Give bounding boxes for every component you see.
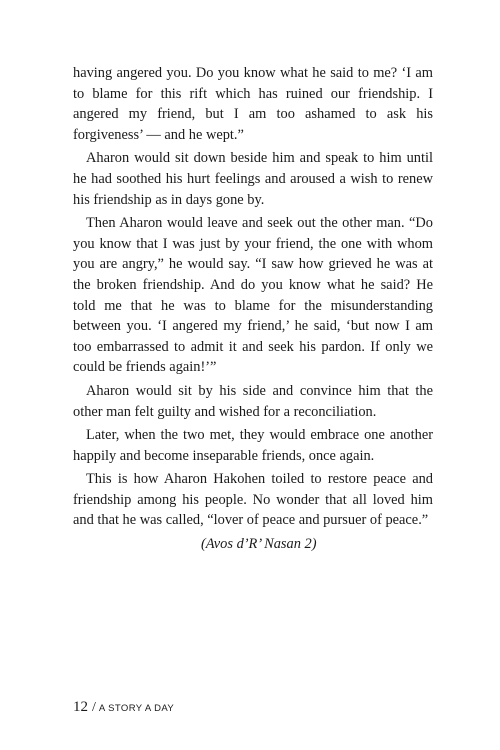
source-citation: (Avos d’R’ Nasan 2) — [201, 536, 317, 553]
paragraph-aharon-sits: Aharon would sit down beside him and speak to him until he had soothed his hurt feelings and aroused a wish to renew his friendship as in days gone by. — [73, 150, 433, 208]
paragraph-convince: Aharon would sit by his side and convince him that the other man felt guilty and wished for a reconciliation. — [73, 382, 433, 420]
footer-separator: / — [92, 700, 96, 715]
paragraph-embrace: Later, when the two met, they would embrace one another happily and become inseparable friends, once again. — [73, 427, 433, 464]
page-number: 12 — [73, 699, 88, 715]
paragraph-other-man: Then Aharon would leave and seek out the other man. “Do you know that I was just by your friend, the one with whom you are angry,” he would say. “I saw how grieved he was at the broken friendship. And do you know what he said? He told me that he was to blame for the misunderstanding between you. ‘I angered my friend,’ he said, ‘but now I am too embarrassed to admit it and seek his pardon. If only we could be friends again!’” — [73, 215, 433, 376]
running-title: A STORY A DAY — [98, 703, 175, 714]
page-footer — [73, 698, 174, 716]
page-body — [73, 63, 433, 555]
paragraph-continuation: having angered you. Do you know what he said to me? ‘I am to blame for this rift which has ruined our friendship. I angered my friend, but I am too ashamed to ask his forgiveness’ — and he wept.” — [73, 65, 433, 143]
paragraph-conclusion: This is how Aharon Hakohen toiled to restore peace and friendship among his people. No wonder that all loved him and that he was called, “lover of peace and pursuer of peace.” — [73, 471, 433, 529]
